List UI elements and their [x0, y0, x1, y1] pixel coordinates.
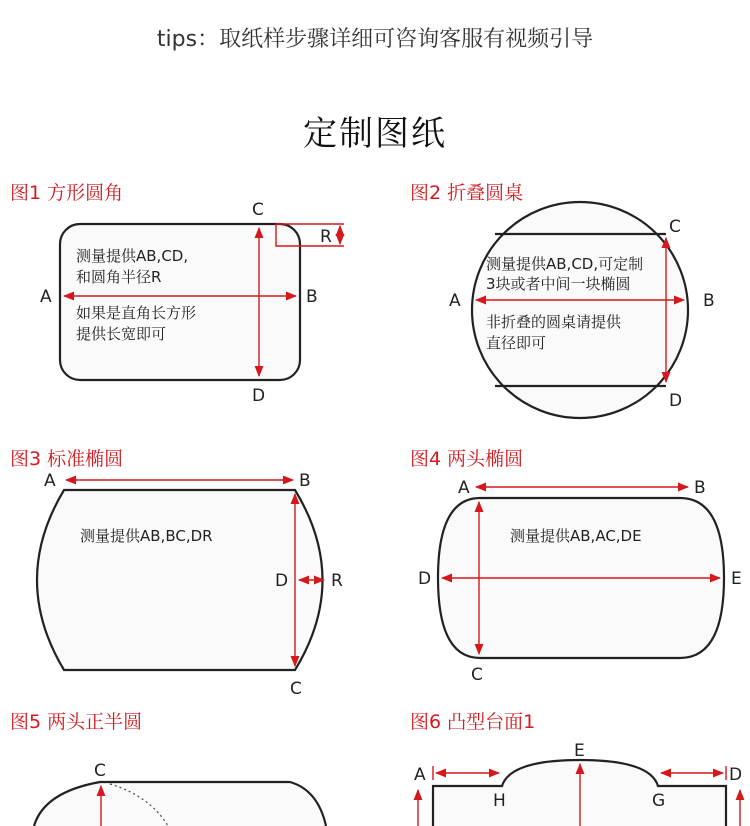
fig3-label-a: A [44, 471, 56, 491]
fig2-note-4: 直径即可 [486, 334, 547, 352]
fig4-label-c: C [471, 665, 483, 685]
fig4-label-a: A [458, 478, 470, 498]
fig1-note-1: 测量提供AB,CD, [76, 247, 189, 265]
fig3-title: 图3 标准椭圆 [10, 448, 124, 470]
fig5-title: 图5 两头正半圆 [10, 711, 143, 733]
fig5-shape [34, 782, 326, 826]
fig6-label-d: D [729, 765, 743, 785]
fig2-diagram [449, 202, 715, 418]
fig1-label-r: R [320, 227, 332, 247]
fig3-label-d: D [275, 571, 289, 591]
fig6-label-g: G [652, 791, 666, 811]
fig2-label-c: C [669, 217, 681, 237]
fig1-note-2: 和圆角半径R [76, 268, 162, 286]
fig6-title: 图6 凸型台面1 [410, 711, 536, 733]
fig1-label-a: A [40, 287, 52, 307]
fig1-label-c: C [252, 200, 264, 220]
fig3-label-r: R [331, 571, 343, 591]
fig1-note-3: 如果是直角长方形 [76, 304, 197, 322]
fig4-diagram [418, 478, 742, 685]
fig4-label-d: D [418, 569, 432, 589]
fig6-label-e: E [574, 741, 585, 761]
fig1-label-d: D [252, 386, 266, 406]
fig2-label-d: D [669, 391, 683, 411]
fig1-label-b: B [306, 287, 318, 307]
fig3-diagram [37, 471, 343, 699]
fig1-note-4: 提供长宽即可 [76, 325, 167, 343]
fig4-title: 图4 两头椭圆 [410, 448, 524, 470]
fig4-label-e: E [731, 569, 742, 589]
fig5-label-c: C [94, 761, 106, 781]
fig6-diagram [414, 741, 742, 826]
tips-text: tips：取纸样步骤详细可咨询客服有视频引导 [156, 27, 594, 52]
fig2-label-a: A [449, 291, 461, 311]
fig2-title: 图2 折叠圆桌 [410, 182, 524, 204]
fig3-label-b: B [299, 471, 311, 491]
fig4-note-1: 测量提供AB,AC,DE [510, 527, 642, 545]
page-title: 定制图纸 [303, 114, 447, 154]
fig3-note-1: 测量提供AB,BC,DR [80, 527, 213, 545]
fig3-label-c: C [290, 679, 302, 699]
fig6-label-a: A [414, 765, 426, 785]
fig2-label-b: B [703, 291, 715, 311]
fig2-note-3: 非折叠的圆桌请提供 [486, 313, 622, 331]
fig1-diagram [40, 200, 344, 406]
fig1-title: 图1 方形圆角 [10, 182, 124, 204]
fig2-note-1: 测量提供AB,CD,可定制 [486, 255, 644, 273]
fig2-note-2: 3块或者中间一块椭圆 [486, 275, 631, 293]
fig6-label-h: H [493, 791, 506, 811]
fig4-label-b: B [694, 478, 706, 498]
fig5-diagram [34, 761, 326, 826]
